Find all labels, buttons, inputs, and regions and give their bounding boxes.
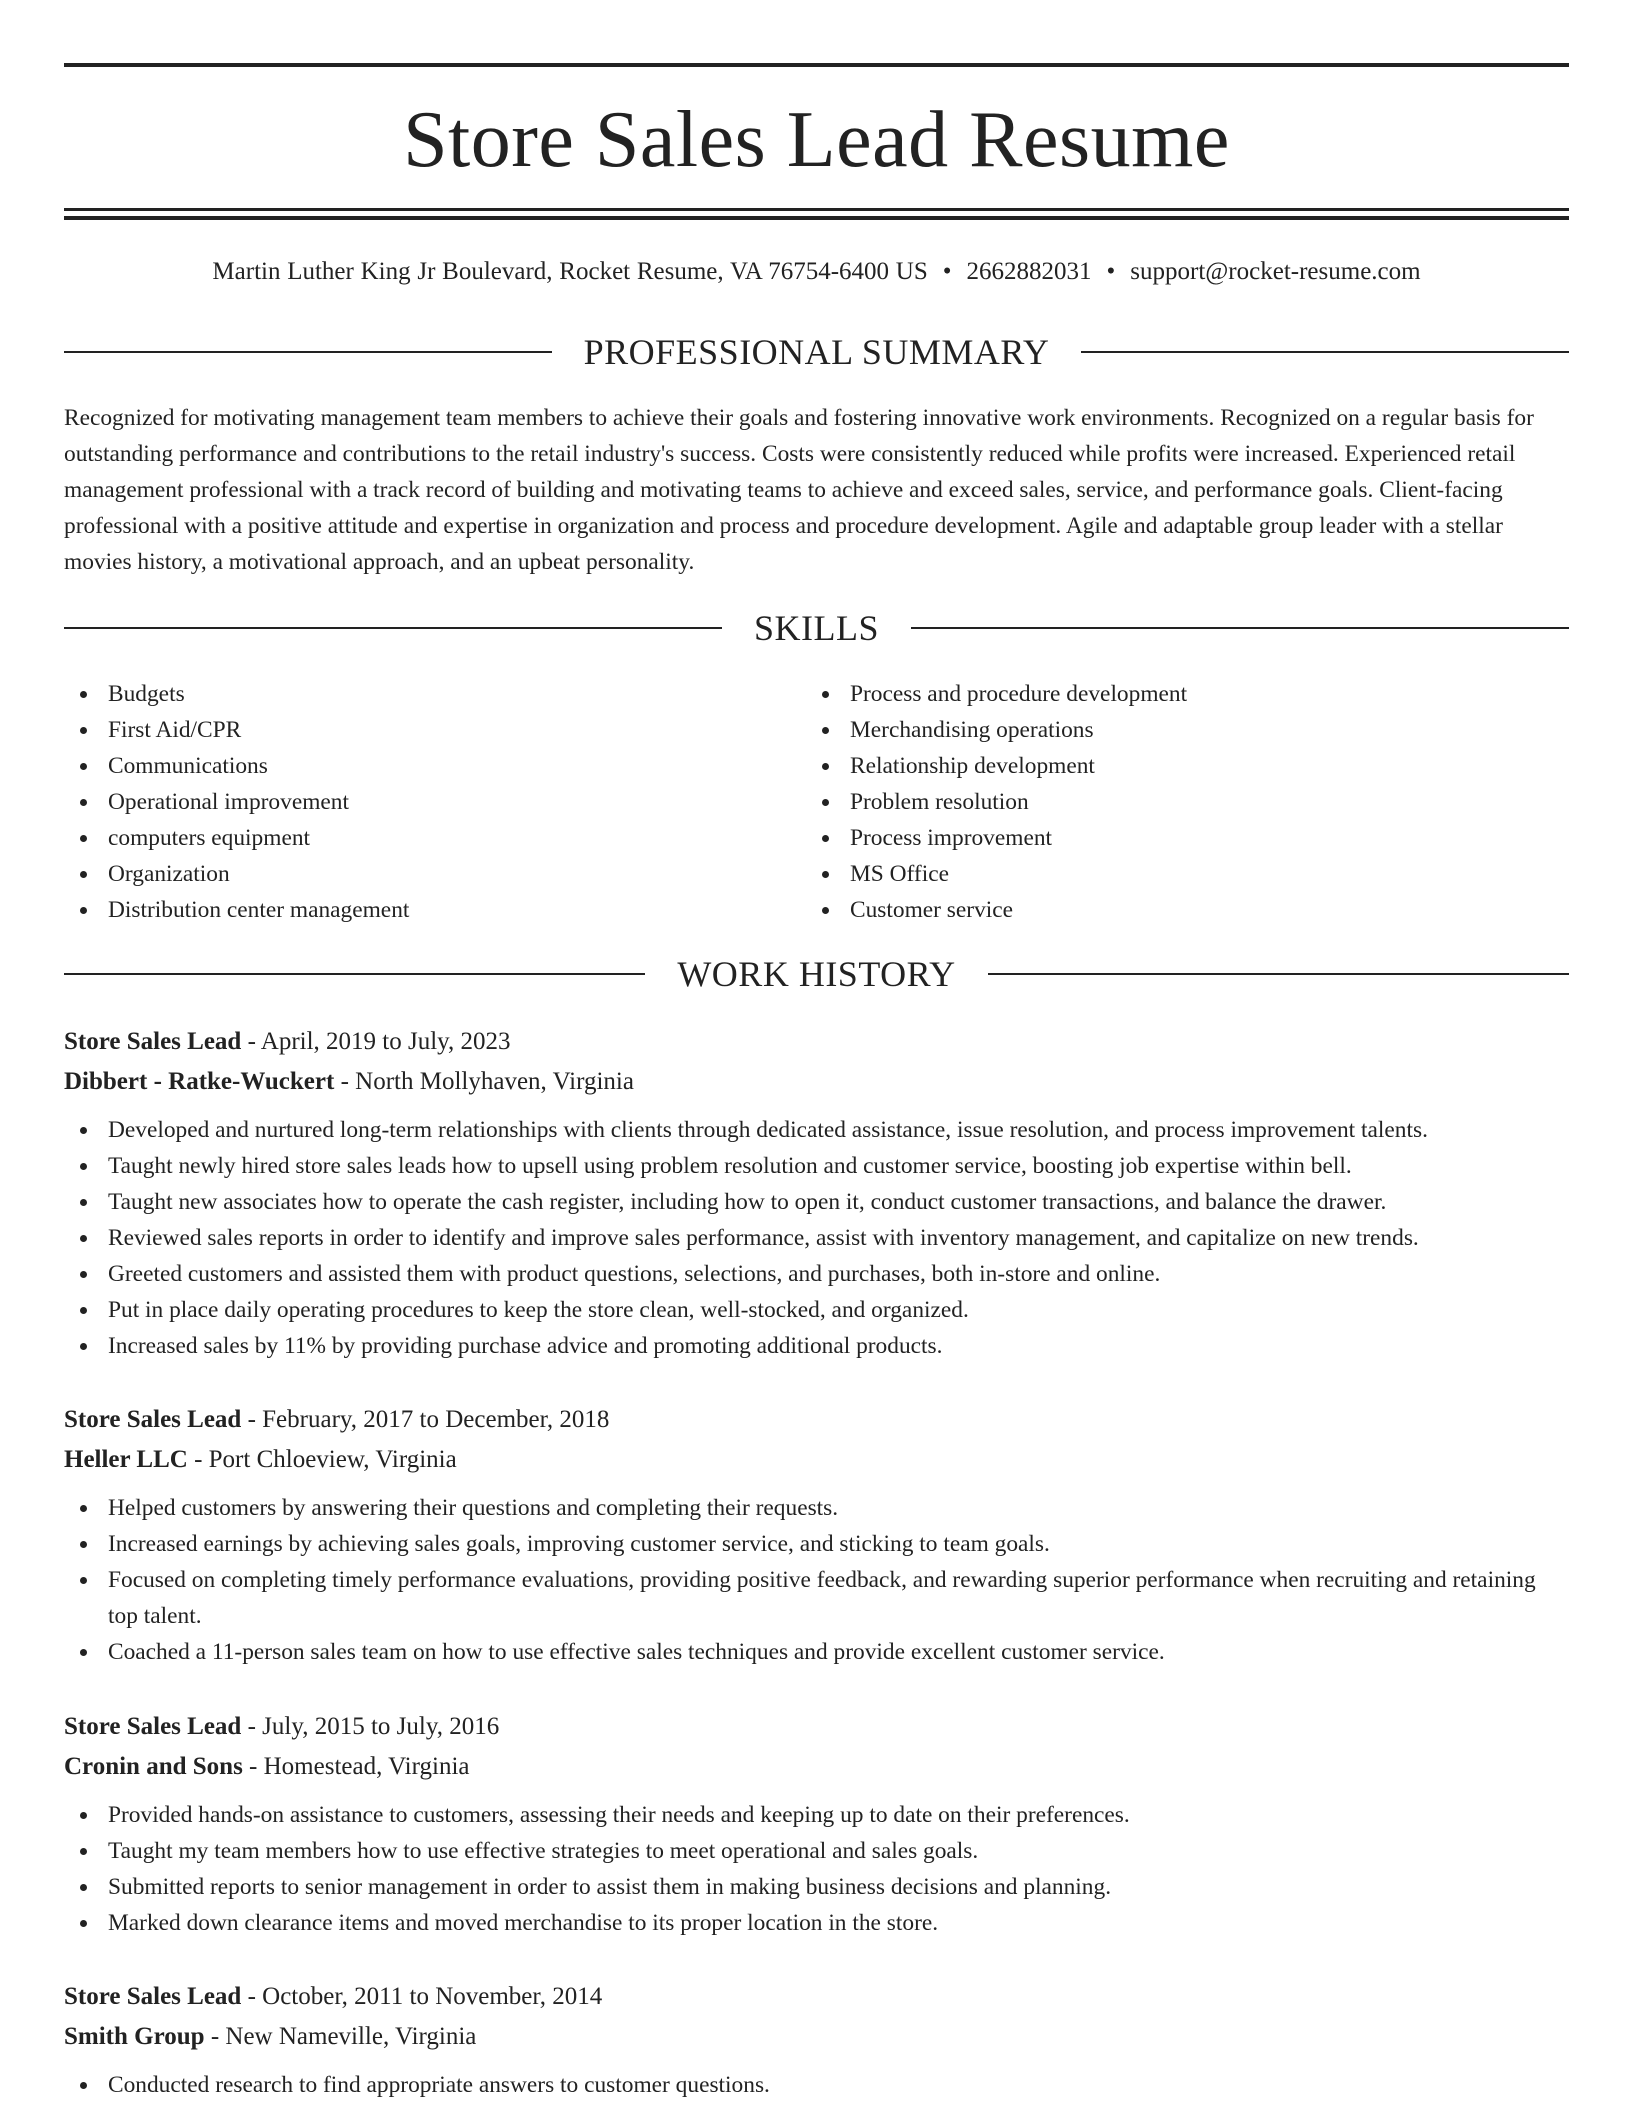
- skill-item: Communications: [64, 748, 806, 784]
- job-dates: - February, 2017 to December, 2018: [241, 1406, 610, 1433]
- section-heading-skills: [64, 606, 1569, 650]
- contact-email: support@rocket-resume.com: [1130, 258, 1421, 285]
- job-bullet: Reviewed sales reports in order to identify and improve sales performance, assist with inventory management, and capitalize on new trends.: [64, 1220, 1569, 1256]
- job-company: Heller LLC: [64, 1446, 188, 1473]
- contact-separator: •: [1106, 258, 1116, 285]
- job-company-line: [64, 1440, 1569, 1480]
- job-location: - North Mollyhaven, Virginia: [334, 1068, 634, 1095]
- heading-rule-left: [64, 627, 722, 629]
- job-title-line: [64, 1022, 1569, 1062]
- job-location: - Port Chloeview, Virginia: [187, 1446, 457, 1473]
- contact-line: [64, 255, 1569, 289]
- job-bullet: Increased sales by 11% by providing purchase advice and promoting additional products.: [64, 1328, 1569, 1364]
- contact-separator: •: [942, 258, 952, 285]
- job-company: Cronin and Sons: [64, 1753, 243, 1780]
- job-entry: [64, 1400, 1569, 1670]
- section-heading-summary: [64, 330, 1569, 374]
- job-bullet: Submitted reports to senior management in order to assist them in making business decisions and planning.: [64, 1869, 1569, 1905]
- job-entry: [64, 1022, 1569, 1364]
- job-bullet: Increased earnings by achieving sales goals, improving customer service, and sticking to team goals.: [64, 1526, 1569, 1562]
- header-top-rule: [64, 63, 1569, 67]
- skills-column-left: [64, 676, 806, 928]
- job-bullet: Conducted research to find appropriate answers to customer questions.: [64, 2067, 1569, 2103]
- job-bullet: Put in place daily operating procedures to keep the store clean, well-stocked, and organized.: [64, 1292, 1569, 1328]
- job-title-line: [64, 1977, 1569, 2017]
- skill-item: Merchandising operations: [806, 712, 1548, 748]
- job-title: Store Sales Lead: [64, 1713, 242, 1740]
- job-bullet: Focused on completing timely performance evaluations, providing positive feedback, and rewarding superior performance when recruiting and retaining top talent.: [64, 1562, 1569, 1634]
- job-dates: - October, 2011 to November, 2014: [241, 1983, 603, 2010]
- job-bullet: Coached a 11-person sales team on how to use effective sales techniques and provide excellent customer service.: [64, 1634, 1569, 1670]
- job-company-line: [64, 1062, 1569, 1102]
- section-heading-work-history: [64, 952, 1569, 996]
- heading-rule-right: [1081, 351, 1569, 353]
- job-bullets: [64, 1112, 1569, 1364]
- job-bullet: Helped customers by answering their questions and completing their requests.: [64, 1490, 1569, 1526]
- job-bullet: Developed and nurtured long-term relationships with clients through dedicated assistance, issue resolution, and process improvement talents.: [64, 1112, 1569, 1148]
- job-bullets: [64, 2067, 1569, 2103]
- job-company-line: [64, 1747, 1569, 1787]
- job-bullet: Greeted customers and assisted them with product questions, selections, and purchases, both in-store and online.: [64, 1256, 1569, 1292]
- job-dates: - April, 2019 to July, 2023: [241, 1028, 511, 1055]
- skill-item: Process improvement: [806, 820, 1548, 856]
- skill-item: MS Office: [806, 856, 1548, 892]
- heading-rule-left: [64, 351, 552, 353]
- job-bullet: Taught newly hired store sales leads how to upsell using problem resolution and customer service, boosting job expertise within bell.: [64, 1148, 1569, 1184]
- section-heading-label: WORK HISTORY: [677, 954, 956, 994]
- job-title-line: [64, 1400, 1569, 1440]
- skill-item: computers equipment: [64, 820, 806, 856]
- job-bullets: [64, 1797, 1569, 1941]
- job-bullet: Marked down clearance items and moved merchandise to its proper location in the store.: [64, 1905, 1569, 1941]
- skill-item: Process and procedure development: [806, 676, 1548, 712]
- job-bullets: [64, 1490, 1569, 1670]
- job-title: Store Sales Lead: [64, 1406, 242, 1433]
- skill-item: Problem resolution: [806, 784, 1548, 820]
- job-company: Dibbert - Ratke-Wuckert: [64, 1068, 335, 1095]
- contact-address: Martin Luther King Jr Boulevard, Rocket Resume, VA 76754-6400 US: [212, 258, 928, 285]
- job-location: - Homestead, Virginia: [242, 1753, 470, 1780]
- skill-item: Organization: [64, 856, 806, 892]
- job-bullet: Provided hands-on assistance to customers, assessing their needs and keeping up to date on their preferences.: [64, 1797, 1569, 1833]
- skill-item: Budgets: [64, 676, 806, 712]
- skill-item: First Aid/CPR: [64, 712, 806, 748]
- header-double-rule-lower: [64, 216, 1569, 220]
- job-title: Store Sales Lead: [64, 1028, 242, 1055]
- skill-item: Customer service: [806, 892, 1548, 928]
- section-heading-label: PROFESSIONAL SUMMARY: [583, 332, 1050, 372]
- skill-item: Distribution center management: [64, 892, 806, 928]
- job-entry: [64, 1977, 1569, 2103]
- skills-list: [64, 676, 1569, 928]
- contact-phone: 2662882031: [966, 258, 1092, 285]
- job-bullet: Taught my team members how to use effective strategies to meet operational and sales goals.: [64, 1833, 1569, 1869]
- job-dates: - July, 2015 to July, 2016: [241, 1713, 500, 1740]
- heading-rule-right: [988, 973, 1569, 975]
- section-heading-label: SKILLS: [754, 608, 880, 648]
- skills-column-right: [806, 676, 1548, 928]
- job-location: - New Nameville, Virginia: [204, 2023, 477, 2050]
- job-title-line: [64, 1707, 1569, 1747]
- resume-title: Store Sales Lead Resume: [403, 96, 1230, 184]
- skill-item: Operational improvement: [64, 784, 806, 820]
- job-company-line: [64, 2017, 1569, 2057]
- job-title: Store Sales Lead: [64, 1983, 242, 2010]
- job-entry: [64, 1707, 1569, 1941]
- header-double-rule-upper: [64, 208, 1569, 211]
- heading-rule-right: [911, 627, 1569, 629]
- job-company: Smith Group: [64, 2023, 205, 2050]
- job-bullet: Taught new associates how to operate the cash register, including how to open it, conduct customer transactions, and balance the drawer.: [64, 1184, 1569, 1220]
- heading-rule-left: [64, 973, 645, 975]
- professional-summary-text: Recognized for motivating management team members to achieve their goals and fostering innovative work environments. Recognized on a regular basis for outstanding performance and contributions to the retail industry's success. Costs were consistently reduced while profits were increased. Experienced retail management professional with a track record of building and motivating teams to achieve and exceed sales, service, and performance goals. Client-facing professional with a positive attitude and expertise in organization and process and procedure development. Agile and adaptable group leader with a stellar movies history, a motivational approach, and an upbeat personality.: [64, 405, 1534, 575]
- skill-item: Relationship development: [806, 748, 1548, 784]
